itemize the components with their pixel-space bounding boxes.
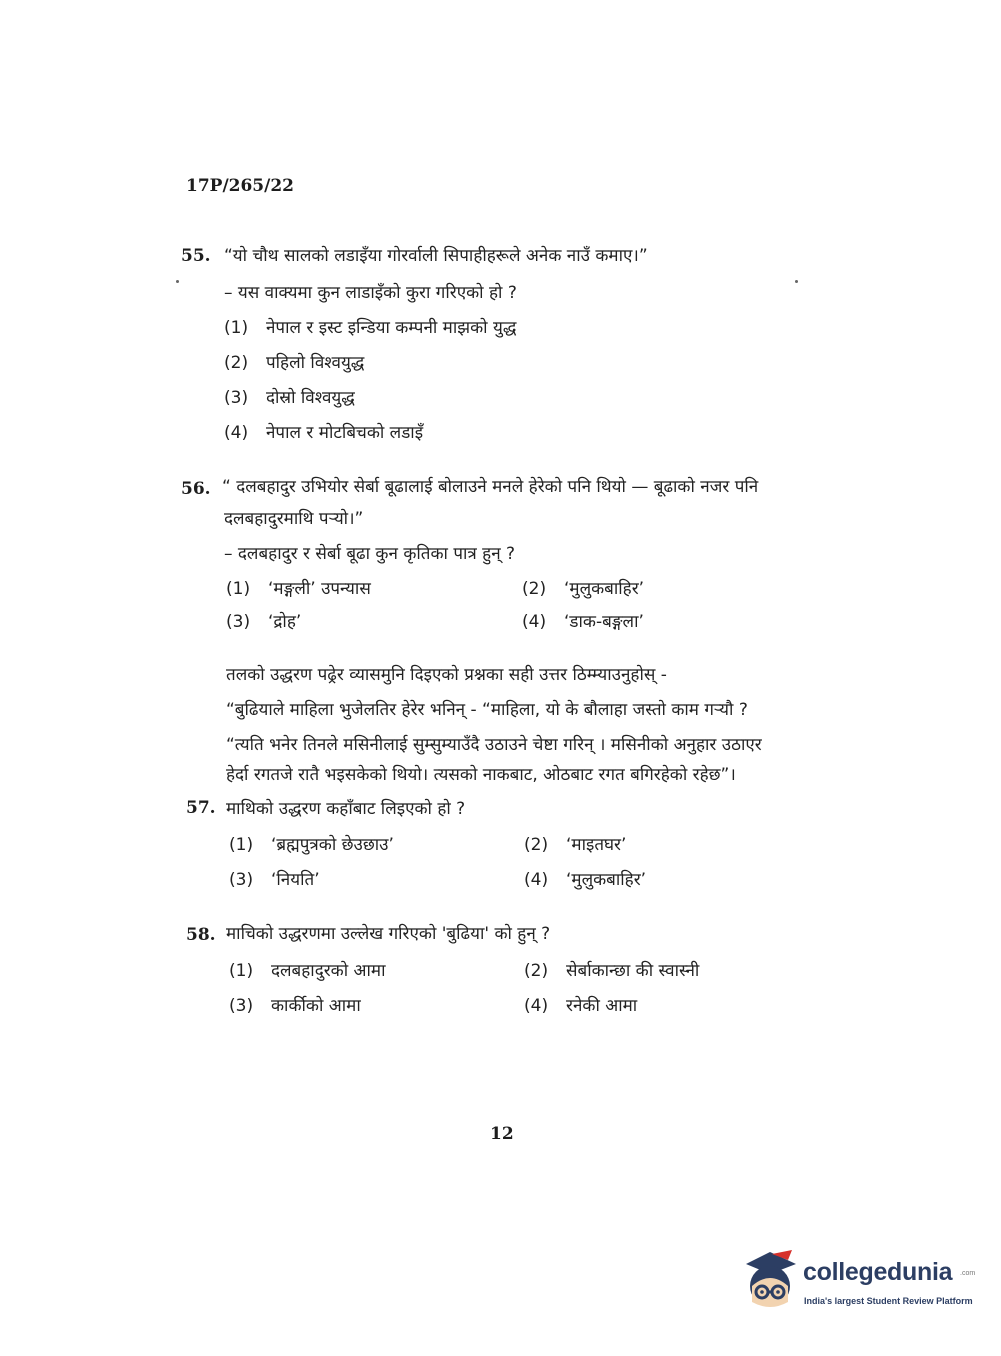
question-56-quote-line-1: “ दलबहादुर उभियोर सेर्बा बूढालाई बोलाउने मनले हेरेको पनि थियो — बूढाको नजर पनि	[222, 477, 759, 497]
question-57-prompt: माथिको उद्धरण कहाँबाट लिइएको हो ?	[226, 799, 466, 819]
question-56-option-3: (3) ‘द्रोह’	[226, 612, 302, 632]
question-58-option-3: (3) कार्कीको आमा	[229, 996, 361, 1016]
student-mascot-icon	[742, 1250, 802, 1314]
question-56-option-2: (2) ‘मुलुकबाहिर’	[522, 579, 645, 599]
question-57-option-1: (1) ‘ब्रह्मपुत्रको छेउछाउ’	[229, 835, 394, 855]
question-55-option-4: (4) नेपाल र मोटबिचको लडाइँ	[224, 423, 424, 443]
passage-line-3: हेर्दा रगतजे रातै भइसकेको थियो। त्यसको नाकबाट, ओठबाट रगत बगिरहेको रहेछ”।	[226, 765, 736, 785]
question-58-option-4: (4) रनेकी आमा	[524, 996, 638, 1016]
page-number: 12	[490, 1124, 514, 1144]
passage-line-1: “बुढियाले माहिला भुजेलतिर हेरेर भनिन् - “माहिला, यो के बौलाहा जस्तो काम गऱ्यौ ?	[226, 700, 748, 720]
question-58-option-1: (1) दलबहादुरको आमा	[229, 961, 386, 981]
logo-wordmark: collegedunia	[803, 1258, 953, 1286]
question-58-option-2: (2) सेर्बाकान्छा की स्वास्नी	[524, 961, 700, 981]
logo-domain: .com	[960, 1270, 976, 1277]
question-56-option-4: (4) ‘डाक-बङ्गला’	[522, 612, 644, 632]
question-55-option-2: (2) पहिलो विश्वयुद्ध	[224, 353, 365, 373]
question-56-option-1: (1) ‘मङ्गली’ उपन्यास	[226, 579, 371, 599]
scan-speck	[795, 280, 798, 283]
question-56-prompt: – दलबहादुर र सेर्बा बूढा कुन कृतिका पात्र हुन् ?	[224, 544, 516, 564]
passage-instruction: तलको उद्धरण पढ्रेर व्यासमुनि दिइएको प्रश्नका सही उत्तर ठिम्म्याउनुहोस् -	[226, 665, 667, 685]
question-58-number: 58.	[186, 925, 216, 945]
question-56-number: 56.	[181, 479, 211, 499]
question-55-option-3: (3) दोस्रो विश्वयुद्ध	[224, 388, 355, 408]
scan-speck	[176, 280, 179, 283]
question-55-number: 55.	[181, 246, 211, 266]
collegedunia-logo	[742, 1248, 976, 1318]
passage-line-2: “त्यति भनेर तिनले मसिनीलाई सुम्सुम्याउँदै उठाउने चेष्टा गरिन् । मसिनीको अनुहार उठाएर	[226, 735, 762, 755]
paper-code: 17P/265/22	[186, 176, 295, 196]
question-56-quote-line-2: दलबहादुरमाथि पऱ्यो।”	[224, 509, 364, 529]
question-55-prompt: – यस वाक्यमा कुन लाडाइँको कुरा गरिएको हो ?	[224, 283, 517, 303]
question-58-prompt: माचिको उद्धरणमा उल्लेख गरिएको 'बुढिया' को हुन् ?	[226, 924, 551, 944]
question-55-option-1: (1) नेपाल र इस्ट इन्डिया कम्पनी माझको युद्ध	[224, 318, 517, 338]
question-57-option-2: (2) ‘माइतघर’	[524, 835, 627, 855]
logo-tagline: India's largest Student Review Platform	[804, 1296, 973, 1306]
question-57-number: 57.	[186, 798, 216, 818]
question-57-option-4: (4) ‘मुलुकबाहिर’	[524, 870, 647, 890]
question-55-quote: “यो चौथ सालको लडाइँया गोरर्वाली सिपाहीहरूले अनेक नाउँ कमाए।”	[224, 246, 648, 266]
question-57-option-3: (3) ‘नियति’	[229, 870, 320, 890]
